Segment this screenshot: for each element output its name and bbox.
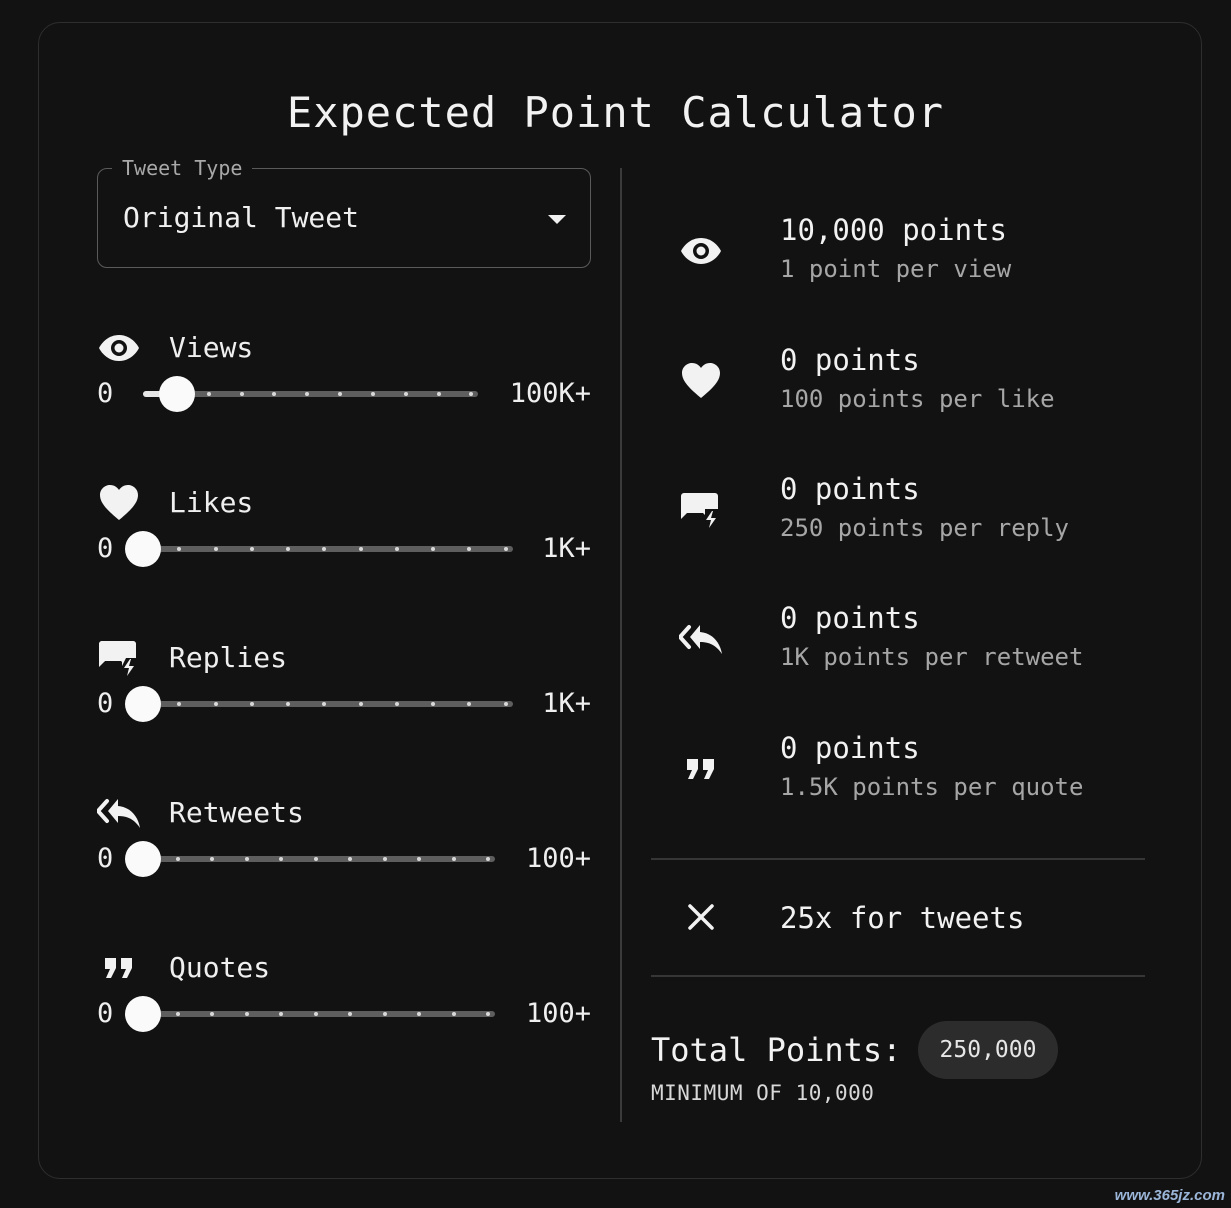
breakdown-row-retweets [675, 598, 1175, 678]
slider-tick [245, 1012, 249, 1016]
slider-tick [417, 857, 421, 861]
slider-tick [322, 547, 326, 551]
heart-icon [675, 356, 727, 406]
likes-min: 0 [97, 533, 114, 564]
slider-tick [314, 857, 318, 861]
retweets-rate: 1K points per retweet [780, 643, 1084, 671]
quote-icon [97, 948, 141, 988]
views-min: 0 [97, 378, 114, 409]
page-title: Expected Point Calculator [286, 88, 945, 137]
slider-tick [177, 547, 181, 551]
close-icon [684, 900, 718, 934]
slider-tick [486, 1012, 490, 1016]
retweets-points: 0 points [780, 601, 920, 635]
views-slider-thumb[interactable] [159, 376, 195, 412]
slider-tick [452, 1012, 456, 1016]
slider-tick [210, 857, 214, 861]
heart-icon [97, 483, 141, 523]
slider-tick [504, 702, 508, 706]
total-points-label: Total Points: [651, 1031, 902, 1069]
quotes-max: 100+ [525, 998, 591, 1029]
slider-tick [417, 1012, 421, 1016]
total-points-value: 250,000 [918, 1021, 1058, 1079]
retweets-min: 0 [97, 843, 114, 874]
slider-tick [437, 392, 441, 396]
slider-tick [322, 702, 326, 706]
replies-rate: 250 points per reply [780, 514, 1069, 542]
slider-tick [279, 857, 283, 861]
likes-points: 0 points [780, 343, 920, 377]
retweets-max: 100+ [525, 843, 591, 874]
tweet-type-legend: Tweet Type [112, 157, 252, 179]
slider-tick [240, 392, 244, 396]
caret-down-icon [548, 215, 566, 224]
retweets-slider-track[interactable] [143, 856, 495, 862]
slider-tick [214, 547, 218, 551]
slider-tick [371, 392, 375, 396]
slider-tick [250, 702, 254, 706]
quotes-slider-track[interactable] [143, 1011, 495, 1017]
breakdown-row-quotes [675, 728, 1175, 808]
retweet-icon [675, 614, 727, 664]
likes-slider-thumb[interactable] [125, 531, 161, 567]
slider-tick [286, 702, 290, 706]
retweet-icon [97, 793, 141, 833]
slider-tick [348, 1012, 352, 1016]
reply-icon [97, 638, 141, 678]
quotes-min: 0 [97, 998, 114, 1029]
slider-tick [348, 857, 352, 861]
slider-tick [214, 702, 218, 706]
slider-tick [486, 857, 490, 861]
slider-tick [286, 547, 290, 551]
views-slider-group [97, 328, 591, 448]
slider-tick [469, 392, 473, 396]
retweets-slider-group [97, 793, 591, 913]
views-rate: 1 point per view [780, 255, 1012, 283]
breakdown-divider [651, 858, 1145, 860]
replies-min: 0 [97, 688, 114, 719]
slider-tick [210, 1012, 214, 1016]
watermark: www.365jz.com [1114, 1187, 1225, 1204]
slider-tick [338, 392, 342, 396]
slider-tick [504, 547, 508, 551]
quotes-points: 0 points [780, 731, 920, 765]
likes-slider-track[interactable] [143, 546, 513, 552]
breakdown-row-views [675, 210, 1175, 290]
slider-tick [431, 547, 435, 551]
breakdown-row-likes [675, 340, 1175, 420]
views-points: 10,000 points [780, 213, 1007, 247]
slider-tick [395, 702, 399, 706]
quote-icon [675, 744, 727, 794]
slider-tick [383, 1012, 387, 1016]
eye-icon [675, 226, 727, 276]
slider-tick [250, 547, 254, 551]
slider-tick [452, 857, 456, 861]
slider-tick [383, 857, 387, 861]
replies-max: 1K+ [542, 688, 591, 719]
reply-icon [675, 485, 727, 535]
slider-tick [395, 547, 399, 551]
multiplier-text: 25x for tweets [780, 901, 1025, 935]
tweet-type-value: Original Tweet [123, 201, 360, 234]
slider-tick [279, 1012, 283, 1016]
quotes-slider-thumb[interactable] [125, 996, 161, 1032]
quotes-label: Quotes [169, 951, 271, 984]
breakdown-row-replies [675, 469, 1175, 549]
likes-rate: 100 points per like [780, 385, 1055, 413]
slider-tick [404, 392, 408, 396]
slider-tick [467, 547, 471, 551]
slider-tick [359, 547, 363, 551]
views-max: 100K+ [509, 378, 591, 409]
replies-points: 0 points [780, 472, 920, 506]
slider-tick [467, 702, 471, 706]
quotes-slider-group [97, 948, 591, 1068]
views-label: Views [169, 331, 254, 364]
likes-label: Likes [169, 486, 254, 519]
slider-tick [177, 702, 181, 706]
replies-slider-thumb[interactable] [125, 686, 161, 722]
slider-tick [431, 702, 435, 706]
replies-slider-track[interactable] [143, 701, 513, 707]
tweet-type-select[interactable] [97, 156, 591, 268]
multiplier-divider [651, 975, 1145, 977]
column-divider [620, 168, 622, 1122]
total-minimum-note: MINIMUM OF 10,000 [651, 1081, 875, 1105]
slider-tick [176, 857, 180, 861]
slider-tick [272, 392, 276, 396]
replies-slider-group [97, 638, 591, 758]
slider-tick [176, 1012, 180, 1016]
quotes-rate: 1.5K points per quote [780, 773, 1084, 801]
slider-tick [305, 392, 309, 396]
slider-tick [207, 392, 211, 396]
eye-icon [97, 328, 141, 368]
replies-label: Replies [169, 641, 288, 674]
likes-slider-group [97, 483, 591, 603]
slider-tick [245, 857, 249, 861]
likes-max: 1K+ [542, 533, 591, 564]
retweets-label: Retweets [169, 796, 304, 829]
retweets-slider-thumb[interactable] [125, 841, 161, 877]
slider-tick [359, 702, 363, 706]
slider-tick [314, 1012, 318, 1016]
